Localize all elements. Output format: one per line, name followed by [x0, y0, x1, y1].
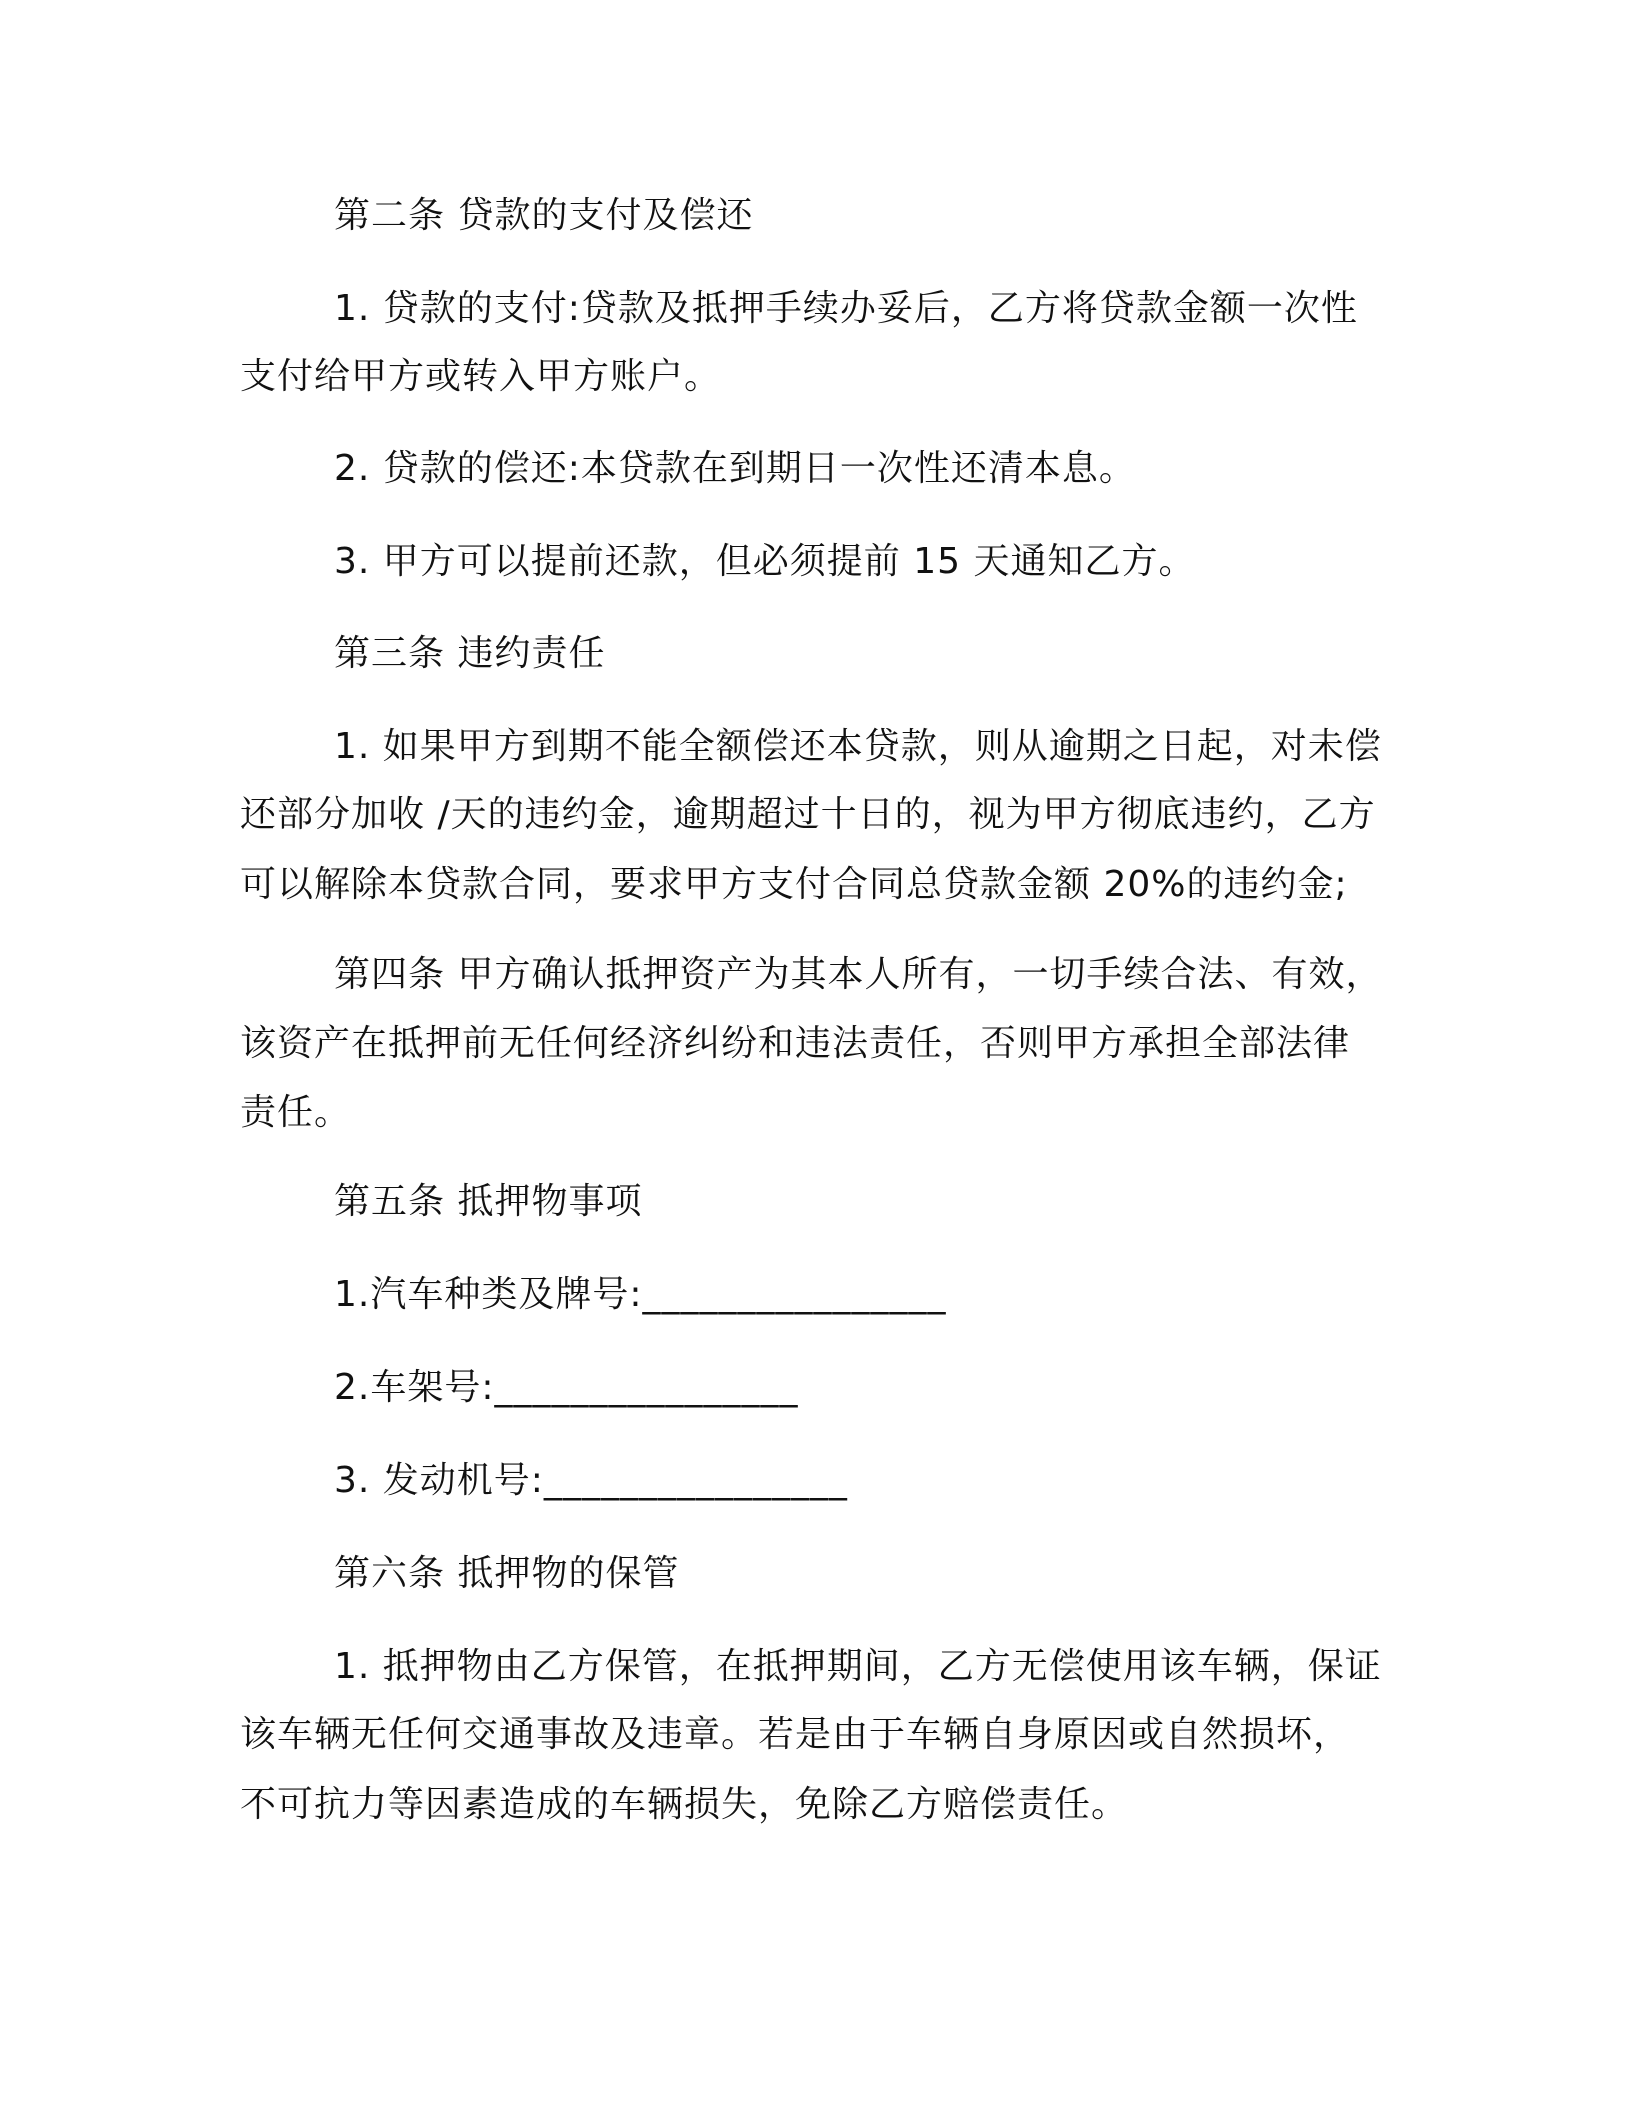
article-3-item-1-line-1: 1. 如果甲方到期不能全额偿还本贷款，则从逾期之日起，对未偿: [334, 726, 1382, 767]
frame-number-field: 2.车架号:________________: [334, 1367, 799, 1408]
article-3-heading: 第三条 违约责任: [334, 633, 606, 674]
article-5-heading: 第五条 抵押物事项: [334, 1181, 643, 1222]
article-4-line-3: 责任。: [240, 1092, 352, 1133]
article-6-item-1-line-2: 该车辆无任何交通事故及违章。若是由于车辆自身原因或自然损坏，: [240, 1714, 1351, 1755]
article-2-item-3: 3. 甲方可以提前还款，但必须提前 15 天通知乙方。: [334, 541, 1196, 582]
article-4-line-2: 该资产在抵押前无任何经济纠纷和违法责任，否则甲方承担全部法律: [240, 1023, 1351, 1064]
article-2-item-2: 2. 贷款的偿还:本贷款在到期日一次性还清本息。: [334, 448, 1136, 489]
article-6-item-1-line-3: 不可抗力等因素造成的车辆损失，免除乙方赔偿责任。: [240, 1784, 1129, 1825]
article-6-item-1-line-1: 1. 抵押物由乙方保管，在抵押期间，乙方无偿使用该车辆，保证: [334, 1646, 1382, 1687]
article-6-heading: 第六条 抵押物的保管: [334, 1553, 680, 1594]
article-3-item-1-line-2: 还部分加收 /天的违约金，逾期超过十日的，视为甲方彻底违约，乙方: [240, 794, 1376, 835]
article-4-line-1: 第四条 甲方确认抵押资产为其本人所有，一切手续合法、有效，: [334, 954, 1383, 995]
article-2-heading: 第二条 贷款的支付及偿还: [334, 195, 754, 236]
article-2-item-1-line-1: 1. 贷款的支付:贷款及抵押手续办妥后，乙方将贷款金额一次性: [334, 288, 1358, 329]
article-2-item-1-line-2: 支付给甲方或转入甲方账户。: [240, 356, 722, 397]
vehicle-type-plate-field: 1.汽车种类及牌号:________________: [334, 1274, 947, 1315]
engine-number-field: 3. 发动机号:________________: [334, 1460, 848, 1501]
article-3-item-1-line-3: 可以解除本贷款合同，要求甲方支付合同总贷款金额 20%的违约金;: [240, 864, 1348, 905]
